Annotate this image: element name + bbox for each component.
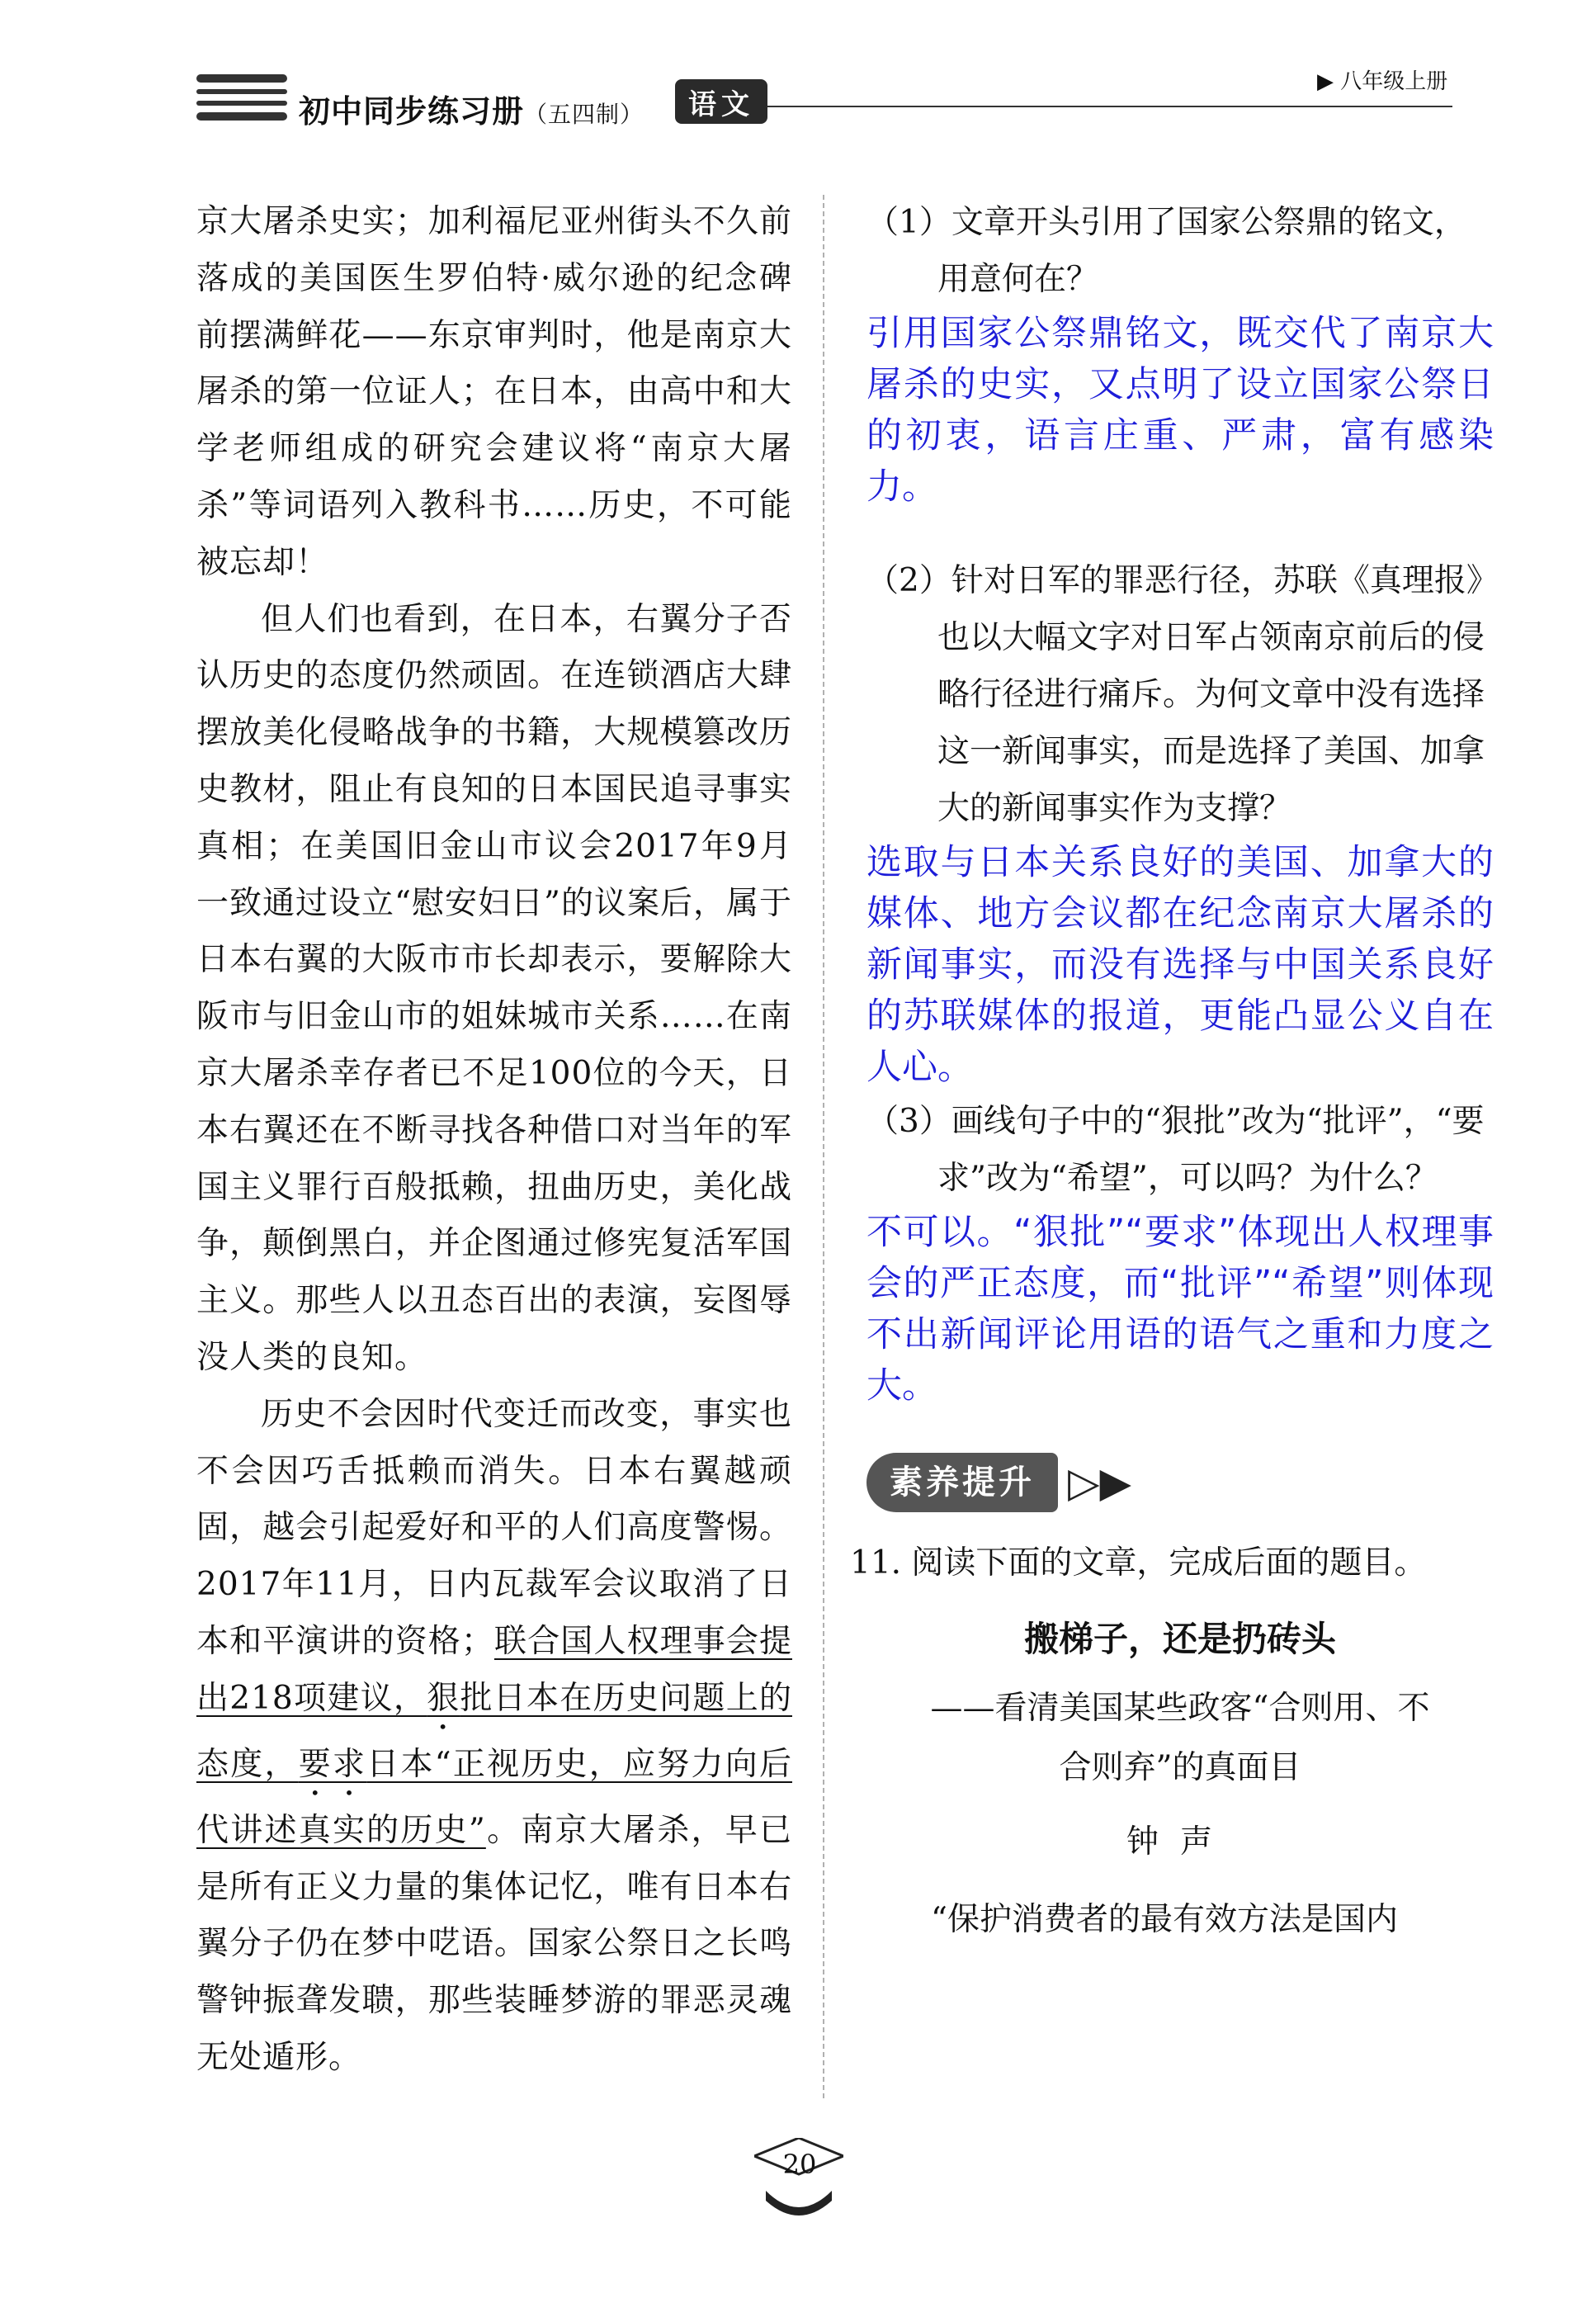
question-1: （1）文章开头引用了国家公祭鼎的铭文，用意何在？ <box>866 204 1466 298</box>
article-title: 搬梯子，还是扔砖头 <box>1023 1619 1336 1659</box>
right-column <box>850 194 1494 1948</box>
section-label: 素养提升 <box>866 1453 1058 1512</box>
article-body: “保护消费者的最有效方法是国内 <box>931 1901 1398 1938</box>
question-2: （2）针对日军的罪恶行径，苏联《真理报》也以大幅文字对日军占领南京前后的侵略行径进行痛斥。为何文章中没有选择这一新闻事实，而是选择了美国、加拿大的新闻事实作为支撑？ <box>866 562 1485 827</box>
left-para-3 <box>196 1387 792 2087</box>
dotted-word-hen: 狠 <box>427 1679 460 1717</box>
section-header <box>866 1448 1494 1517</box>
header-rule <box>767 106 1452 107</box>
left-para-1: 京大屠杀史实；加利福尼亚州街头不久前落成的美国医生罗伯特·威尔逊的纪念碑前摆满鲜花——东京审判时，他是南京大屠杀的第一位证人；在日本，由高中和大学老师组成的研究会建议将“南京大屠杀”等词语列入教科书……历史，不可能被忘却！ <box>196 203 792 581</box>
article-subtitle-line-1: ——看清美国某些政客“合则用、不 <box>930 1690 1430 1727</box>
left-column <box>196 194 792 2087</box>
dotted-word-yaoqiu: 要求 <box>298 1745 367 1783</box>
header-book-icon <box>196 71 295 129</box>
column-divider <box>823 195 824 2098</box>
grade-label <box>1317 64 1447 95</box>
book-edition: （五四制） <box>524 101 645 128</box>
left-para-2: 但人们也看到，在日本，右翼分子否认历史的态度仍然顽固。在连锁酒店大肆摆放美化侵略战争的书籍，大规模篡改历史教材，阻止有良知的日本国民追寻事实真相；在美国旧金山市议会2017年9月一致通过设立“慰安妇日”的议案后，属于日本右翼的大阪市市长却表示，要解除大阪市与旧金山市的姐妹城市关系……在南京大屠杀幸存者已不足100位的今天，日本右翼还在不断寻找各种借口对当年的军国主义罪行百般抵赖，扭曲历史，美化战争，颠倒黑白，并企图通过修宪复活军国主义。那些人以丑态百出的表演，妄图辱没人类的良知。 <box>196 600 792 1376</box>
page-number: 20 <box>782 2149 817 2180</box>
article-subtitle <box>866 1679 1494 1798</box>
answer-3: 不可以。“狠批”“要求”体现出人权理事会的严正态度，而“批评”“希望”则体现不出新闻评论用语的语气之重和力度之大。 <box>866 1212 1494 1407</box>
book-title: 初中同步练习册 <box>299 93 525 130</box>
subject-badge: 语文 <box>675 79 767 124</box>
article-author: 钟声 <box>1126 1823 1234 1861</box>
question-11: 11. 阅读下面的文章，完成后面的题目。 <box>850 1544 1427 1582</box>
header-title <box>299 86 644 131</box>
play-icon: ▶ <box>1317 69 1341 94</box>
answer-2: 选取与日本关系良好的美国、加拿大的媒体、地方会议都在纪念南京大屠杀的新闻事实，而没有选择与中国关系良好的苏联媒体的报道，更能凸显公义自在人心。 <box>866 842 1494 1088</box>
underlined-sentence-part-3: 日本“正视历史，应努力向后代讲述真实的历史” <box>196 1745 792 1849</box>
para3-tail: 。南京大屠杀，早已是所有正义力量的集体记忆，唯有日本右翼分子仍在梦中呓语。国家公祭日之长鸣警钟振聋发聩，那些装睡梦游的罪恶灵魂无处遁形。 <box>196 1811 792 2076</box>
answer-1: 引用国家公祭鼎铭文，既交代了南京大屠杀的史实，又点明了设立国家公祭日的初衷，语言庄重、严肃，富有感染力。 <box>866 313 1494 508</box>
question-3: （3）画线句子中的“狠批”改为“批评”，“要求”改为“希望”，可以吗？为什么？ <box>866 1103 1485 1197</box>
grade-text: 八年级上册 <box>1340 69 1448 94</box>
underlined-sentence-part-2: 批日本在历史问题上的态度， <box>196 1679 792 1783</box>
article-subtitle-line-2: 合则弃”的真面目 <box>1059 1749 1301 1786</box>
arrow-right-icon: ▷▶ <box>1068 1459 1131 1506</box>
underlined-sentence-part-1: 联合国人权理事会提出218项建议， <box>196 1622 792 1717</box>
para3-lead: 历史不会因时代变迁而改变，事实也不会因巧舌抵赖而消失。日本右翼越顽固，越会引起爱好和平的人们高度警惕。2017年11月，日内瓦裁军会议取消了日本和平演讲的资格； <box>196 1395 792 1660</box>
